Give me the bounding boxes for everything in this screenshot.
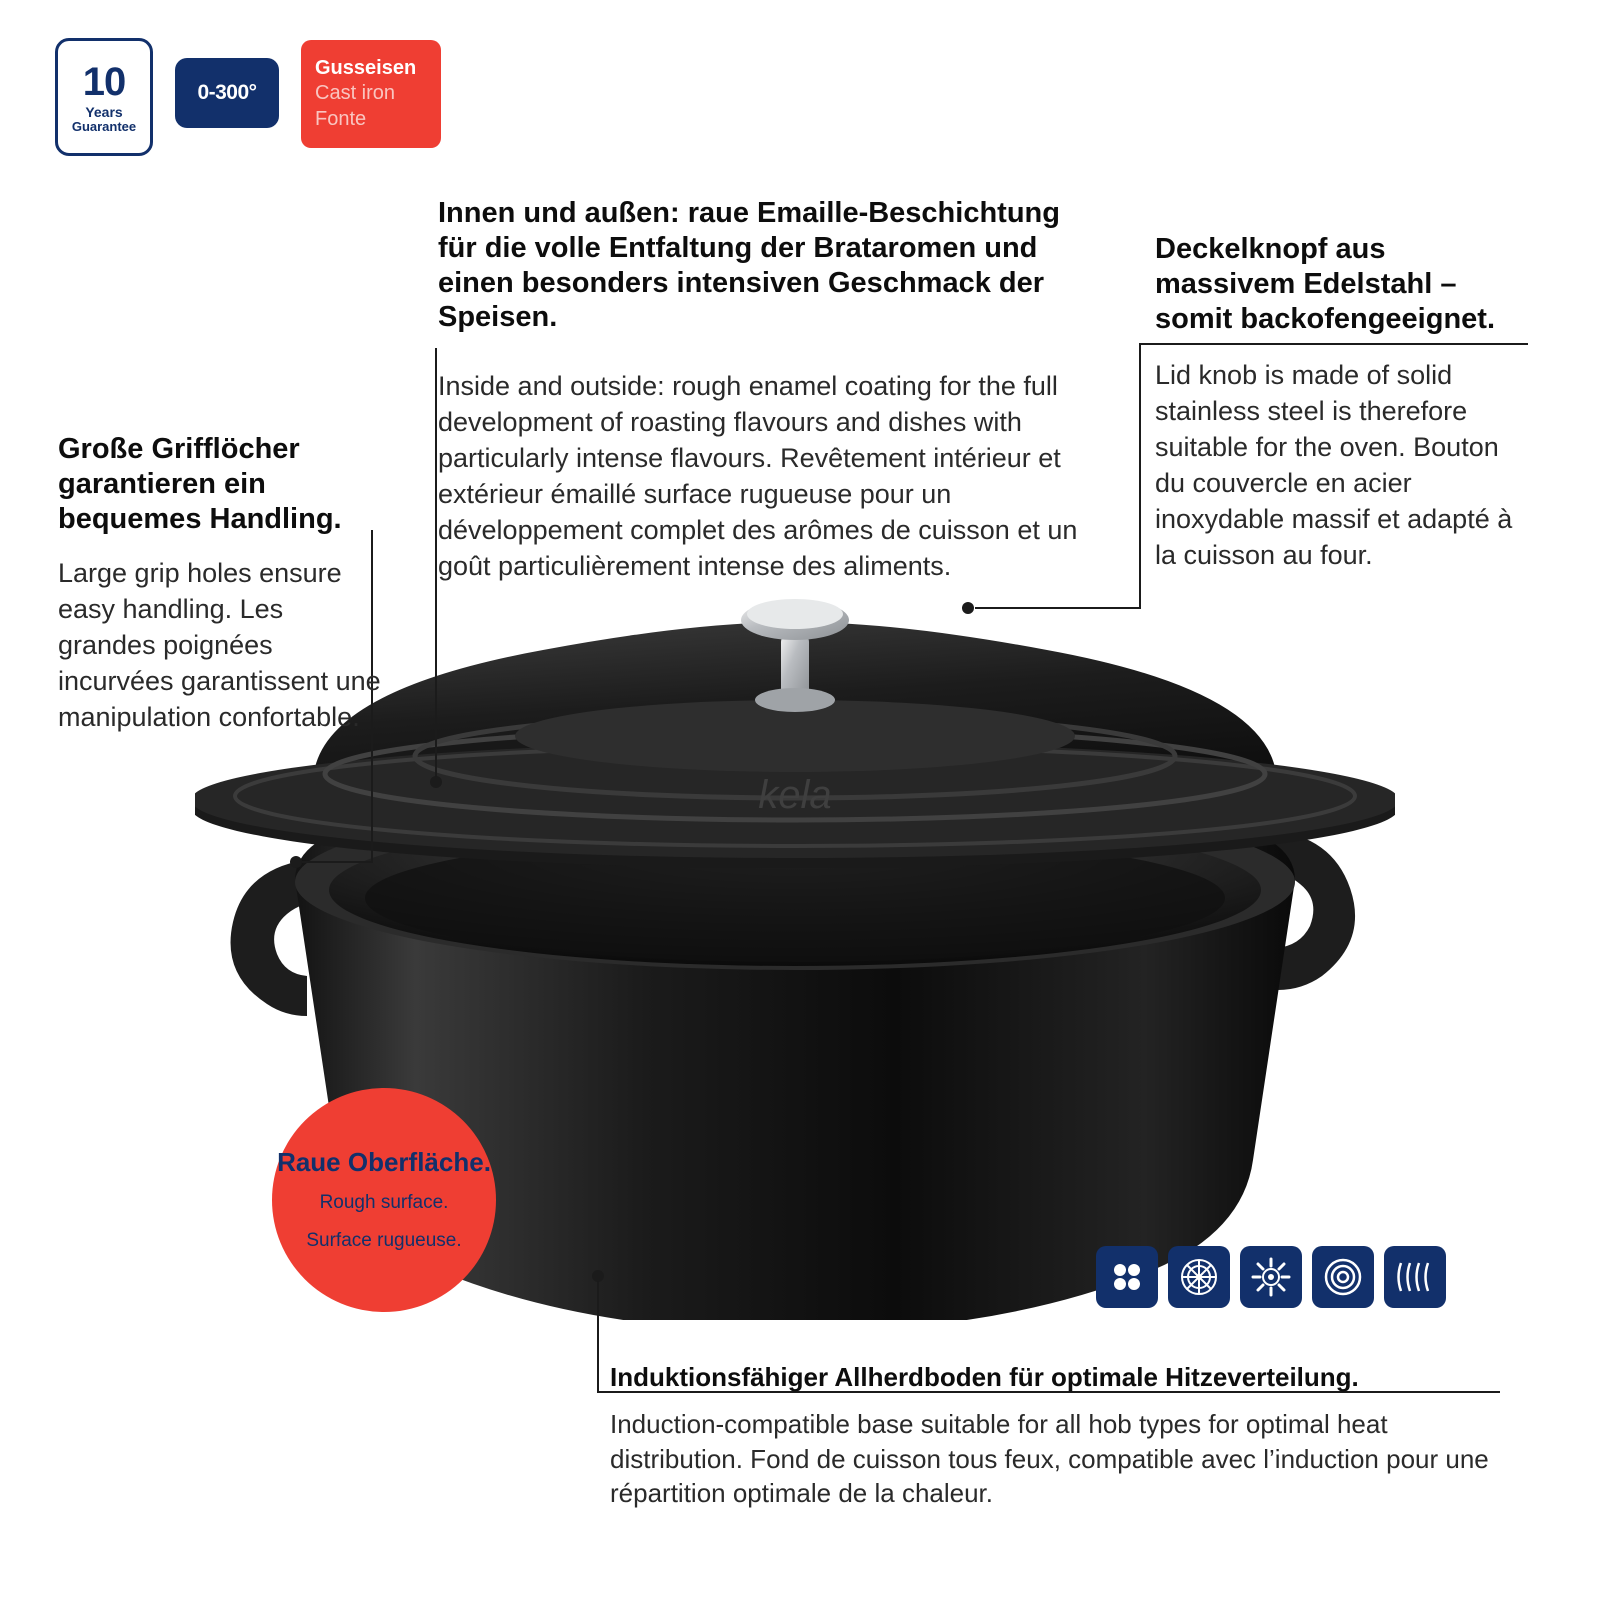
lid-knob-body: Lid knob is made of solid stainless steel is therefore suitable for the oven. Bouton du couvercle en acier inoxydable massif et adapté à la cuisson au four. [1155,360,1513,570]
induction-base-body: Induction-compatible base suitable for all hob types for optimal heat distribution. Fond de cuisson tous feux, compatible avec l’induction pour une répartition optimale de la chaleur. [610,1409,1489,1509]
enamel-coating-callout [438,196,1098,585]
grip-holes-body: Large grip holes ensure easy handling. Les grandes poignées incurvées garantissent une manipulation confortable. [58,558,381,733]
material-label-en: Cast iron [315,82,396,105]
guarantee-number: 10 [82,59,126,104]
ceramic-hob-icon [1312,1246,1374,1308]
halogen-hob-icon [1240,1246,1302,1308]
material-badge [301,40,441,148]
guarantee-badge [55,38,153,156]
grip-holes-callout [58,432,388,736]
enamel-coating-body: Inside and outside: rough enamel coating for the full development of roasting flavours and dishes with particularly intense flavours. Revêtement intérieur et extérieur émaillé surface rugueuse pour un développement complet des arômes de cuisson et un goût particulièrement intense des aliments. [438,371,1078,581]
rough-surface-badge [272,1088,496,1312]
hob-compatibility-icons [1096,1246,1446,1308]
induction-base-heading: Induktionsfähiger Allherdboden für optimale Hitzeverteilung. [610,1362,1359,1392]
rough-surface-fr: Surface rugueuse. [306,1229,462,1251]
guarantee-years-label: Years [85,103,123,120]
lid-knob-callout [1155,232,1525,574]
rough-surface-en: Rough surface. [319,1191,449,1213]
induction-base-callout [610,1362,1500,1511]
gas-hob-icon [1096,1246,1158,1308]
temperature-label: 0-300° [197,81,257,104]
lid-knob-heading: Deckelknopf aus massivem Edelstahl – somit backofengeeignet. [1155,233,1496,335]
material-label-fr: Fonte [315,107,367,130]
induction-hob-icon [1384,1246,1446,1308]
brand-logo: kela [758,773,832,817]
rough-surface-heading: Raue Oberfläche. [277,1146,491,1177]
electric-hob-icon [1168,1246,1230,1308]
guarantee-label: Guarantee [71,118,137,134]
material-label-de: Gusseisen [315,56,417,79]
enamel-coating-heading: Innen und außen: raue Emaille-Beschichtung für die volle Entfaltung der Brataromen und einen besonders intensiven Geschmack der Speisen. [438,197,1060,334]
certification-badges [55,38,441,156]
grip-holes-heading: Große Grifflöcher garantieren ein bequemes Handling. [58,433,342,535]
temperature-badge [175,58,279,128]
